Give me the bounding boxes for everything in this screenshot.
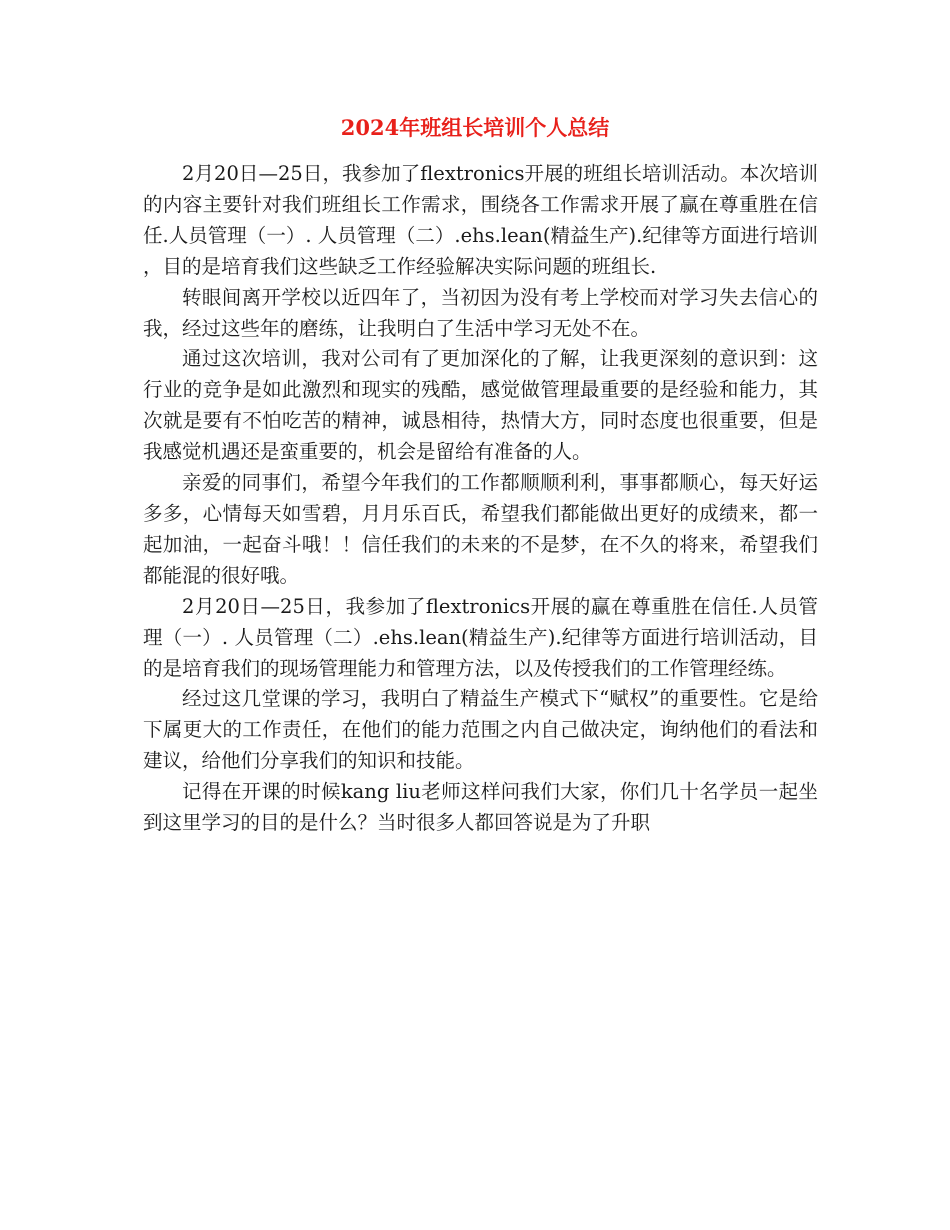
paragraph-1: 2月20日—25日，我参加了flextronics开展的班组长培训活动。本次培训的内容主要针对我们班组长工作需求，围绕各工作需求开展了赢在尊重胜在信任.人员管理（一）. 人员管理（二）.ehs.lean(精益生产).纪律等方面进行培训，目的是培育我们这些缺乏工作经验解决实际问题的班组长. [143,162,818,278]
paragraph-2: 转眼间离开学校以近四年了，当初因为没有考上学校而对学习失去信心的我，经过这些年的磨练，让我明白了生活中学习无处不在。 [143,285,818,340]
paragraph-3: 通过这次培训，我对公司有了更加深化的了解，让我更深刻的意识到：这行业的竞争是如此激烈和现实的残酷，感觉做管理最重要的是经验和能力，其次就是要有不怕吃苦的精神，诚恳相待，热情大方，同时态度也很重要，但是我感觉机遇还是蛮重要的，机会是留给有准备的人。 [143,347,818,464]
document-title: 2024年班组长培训个人总结 [340,115,610,140]
document-body [143,159,818,839]
paragraph-5: 2月20日—25日，我参加了flextronics开展的赢在尊重胜在信任.人员管理（一）. 人员管理（二）.ehs.lean(精益生产).纪律等方面进行培训活动，目的是培育我们的现场管理能力和管理方法，以及传授我们的工作管理经练。 [143,594,818,680]
paragraph-6: 经过这几堂课的学习，我明白了精益生产模式下“赋权”的重要性。它是给下属更大的工作责任，在他们的能力范围之内自己做决定，询纳他们的看法和建议，给他们分享我们的知识和技能。 [143,687,818,773]
paragraph-7: 记得在开课的时候kang liu老师这样问我们大家，你们几十名学员一起坐到这里学习的目的是什么？当时很多人都回答说是为了升职 [143,780,818,835]
paragraph-4: 亲爱的同事们，希望今年我们的工作都顺顺利利，事事都顺心，每天好运多多，心情每天如雪碧，月月乐百氏，希望我们都能做出更好的成绩来，都一起加油，一起奋斗哦！！信任我们的未来的不是梦，在不久的将来，希望我们都能混的很好哦。 [143,471,818,587]
